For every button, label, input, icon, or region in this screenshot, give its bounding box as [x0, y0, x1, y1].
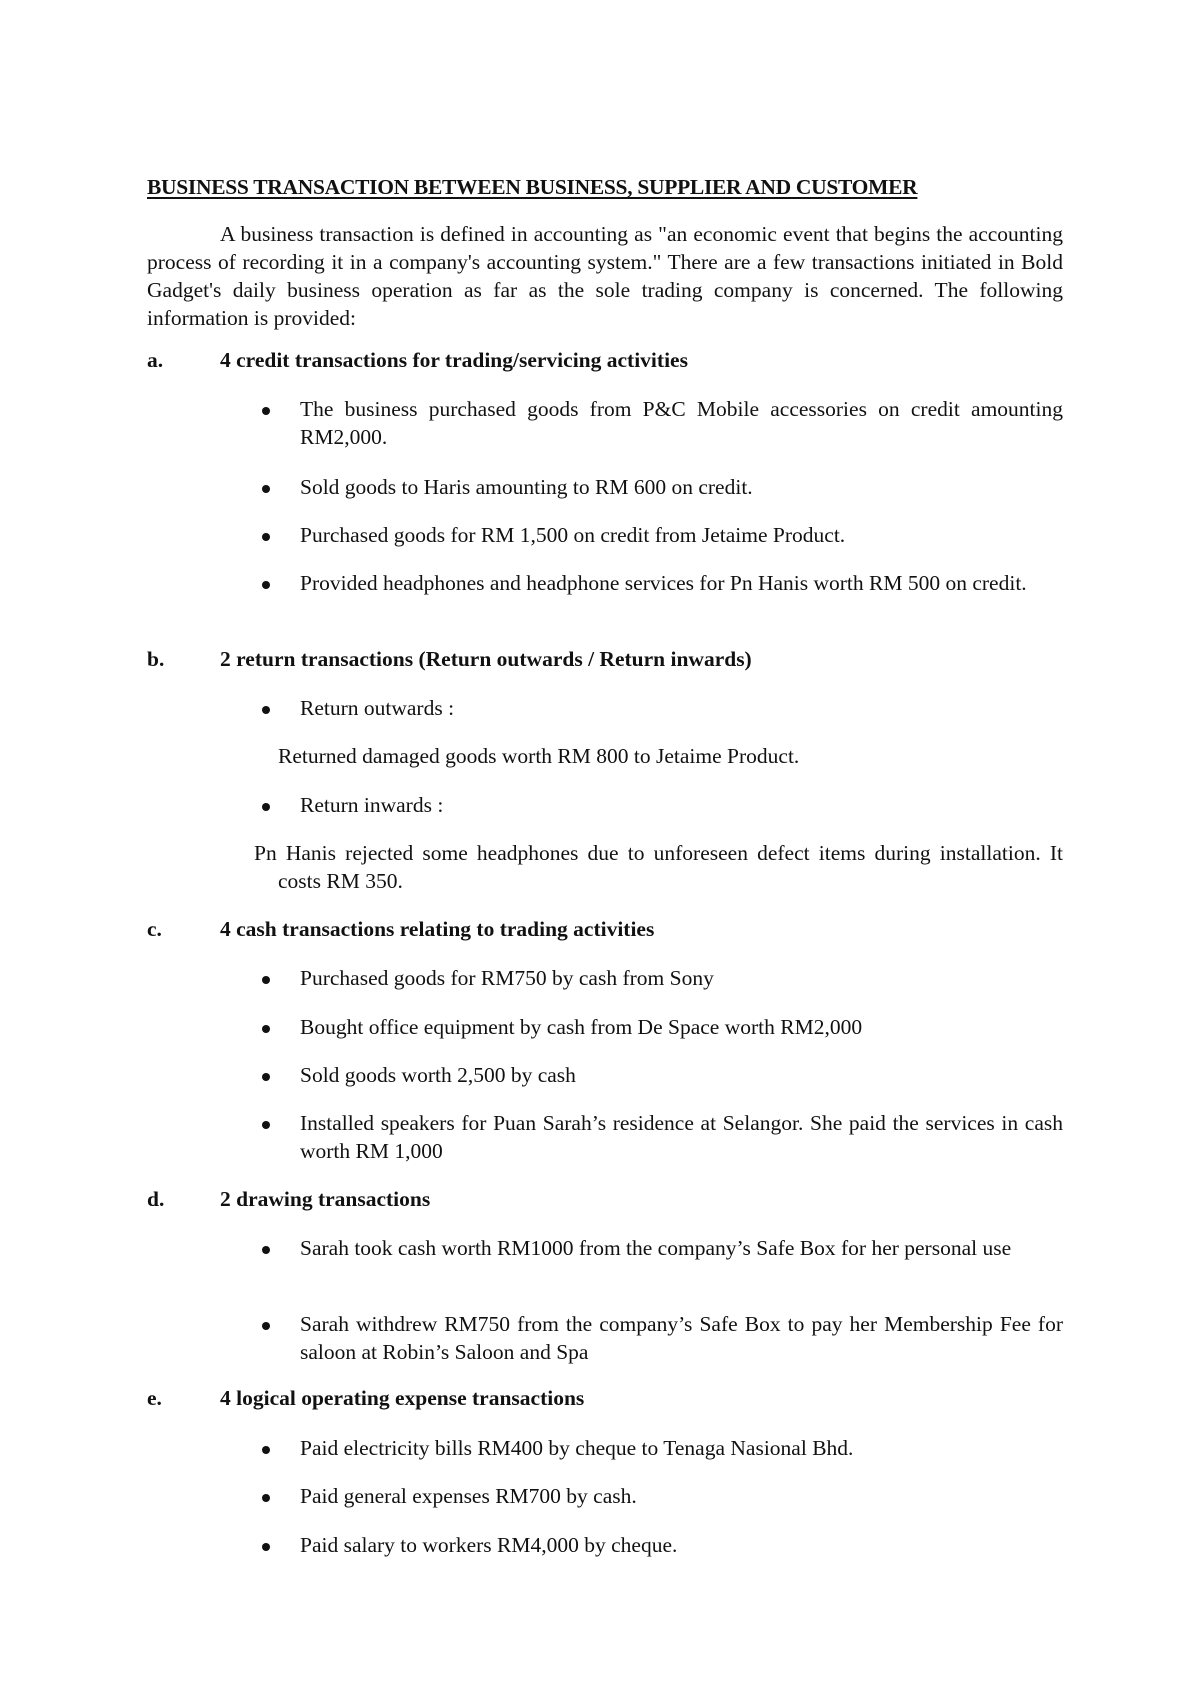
bullet-icon — [262, 976, 270, 984]
document-title: BUSINESS TRANSACTION BETWEEN BUSINESS, SUPPLIER AND CUSTOMER — [147, 175, 918, 199]
section-b-title: 2 return transactions (Return outwards / Return inwards) — [220, 647, 752, 671]
list-item-text: The business purchased goods from P&C Mobile accessories on credit amounting RM2,000. — [300, 397, 1063, 449]
list-item — [262, 521, 1063, 549]
list-item-text: Sold goods worth 2,500 by cash — [300, 1063, 576, 1087]
section-d-title: 2 drawing transactions — [220, 1187, 431, 1211]
bullet-icon — [262, 1246, 270, 1254]
list-item — [262, 1310, 1063, 1366]
list-item — [262, 395, 1063, 451]
list-item — [262, 1531, 1063, 1559]
return-inwards-label: Return inwards : — [300, 793, 444, 817]
section-a-title: 4 credit transactions for trading/servicing activities — [220, 348, 688, 372]
bullet-icon — [262, 485, 270, 493]
section-c-letter: c. — [147, 917, 162, 941]
section-d-heading — [147, 1187, 430, 1212]
bullet-icon — [262, 581, 270, 589]
section-e-letter: e. — [147, 1386, 162, 1410]
section-b-heading — [147, 647, 752, 672]
intro-paragraph: A business transaction is defined in accounting as "an economic event that begins the accounting process of recording it in a company's accounting system." There are a few transactions initiated in Bold Gadget's daily business operation as far as the sole trading company is concerned. The following information is provided: — [147, 222, 1063, 330]
list-item-text: Installed speakers for Puan Sarah’s residence at Selangor. She paid the services in cash worth RM 1,000 — [300, 1111, 1063, 1163]
list-item — [262, 1434, 1063, 1462]
list-item — [262, 473, 1063, 501]
bullet-icon — [262, 1446, 270, 1454]
list-item — [262, 964, 1063, 992]
list-item — [262, 694, 1063, 722]
list-item-text: Sarah withdrew RM750 from the company’s Safe Box to pay her Membership Fee for saloon at Robin’s Saloon and Spa — [300, 1312, 1063, 1364]
list-item — [262, 1482, 1063, 1510]
return-outwards-label: Return outwards : — [300, 696, 455, 720]
list-item — [262, 1109, 1063, 1165]
section-a-letter: a. — [147, 348, 164, 372]
return-inwards-detail — [254, 839, 1063, 895]
bullet-icon — [262, 706, 270, 714]
list-item-text: Sold goods to Haris amounting to RM 600 on credit. — [300, 475, 753, 499]
bullet-icon — [262, 803, 270, 811]
section-c-heading — [147, 917, 654, 942]
list-item-text: Purchased goods for RM750 by cash from Sony — [300, 966, 714, 990]
list-item — [262, 569, 1063, 597]
section-d-letter: d. — [147, 1187, 165, 1211]
list-item-text: Sarah took cash worth RM1000 from the company’s Safe Box for her personal use — [300, 1236, 1012, 1260]
list-item-text: Paid electricity bills RM400 by cheque to Tenaga Nasional Bhd. — [300, 1436, 854, 1460]
list-item — [262, 1234, 1063, 1262]
section-e-heading — [147, 1386, 584, 1411]
bullet-icon — [262, 1494, 270, 1502]
list-item-text: Bought office equipment by cash from De Space worth RM2,000 — [300, 1015, 863, 1039]
list-item-text: Purchased goods for RM 1,500 on credit from Jetaime Product. — [300, 523, 846, 547]
bullet-icon — [262, 1073, 270, 1081]
list-item — [262, 791, 1063, 819]
section-b-letter: b. — [147, 647, 165, 671]
bullet-icon — [262, 1025, 270, 1033]
list-item-text: Provided headphones and headphone services for Pn Hanis worth RM 500 on credit. — [300, 571, 1027, 595]
list-item — [262, 1061, 1063, 1089]
list-item-text: Paid salary to workers RM4,000 by cheque. — [300, 1533, 678, 1557]
bullet-icon — [262, 1543, 270, 1551]
section-e-title: 4 logical operating expense transactions — [220, 1386, 585, 1410]
return-outwards-detail: Returned damaged goods worth RM 800 to Jetaime Product. — [278, 744, 800, 768]
section-c-title: 4 cash transactions relating to trading activities — [220, 917, 655, 941]
bullet-icon — [262, 533, 270, 541]
section-a-heading — [147, 348, 688, 373]
return-inwards-detail-text: Pn Hanis rejected some headphones due to unforeseen defect items during installation. It costs RM 350. — [254, 841, 1063, 893]
list-item — [262, 1013, 1063, 1041]
list-item-text: Paid general expenses RM700 by cash. — [300, 1484, 637, 1508]
bullet-icon — [262, 407, 270, 415]
bullet-icon — [262, 1121, 270, 1129]
bullet-icon — [262, 1322, 270, 1330]
